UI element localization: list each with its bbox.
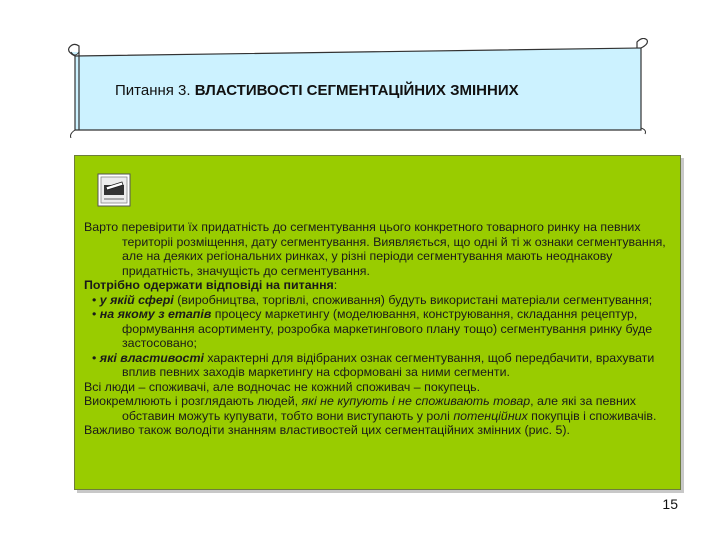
potential-text-a: Виокремлюють і розглядають людей, [84, 394, 302, 408]
bullet-marker: • [92, 307, 100, 321]
list-item [84, 293, 674, 308]
paragraph-check-suitability: Варто перевірити їх придатність до сегментування цього конкретного товарного ринку на певних територіі розміщення, дату сегментування. Виявляється, що одні й ті ж ознаки сегментування, але на деяких регіональних ринках, у різні періоди сегментування мають неоднакову придатність, значущість до сегментування. [84, 220, 666, 278]
questions-intro-tail: : [333, 278, 338, 292]
bullet-marker: • [92, 292, 100, 307]
potential-text-b: , але які за певних обставин можуть купувати, тобто вони виступають у ролі [122, 394, 636, 423]
bullet-text: процесу маркетингу (моделювання, конструювання, складання рецептур, формування асортименту, розробка маркетингового плану тощо) сегментування ринку буде застосовано; [122, 307, 653, 350]
paragraph-knowledge: Важливо також володіти знанням властивостей цих сегментаційних змінних (рис. 5). [84, 423, 571, 437]
title-scroll-banner [63, 38, 653, 138]
bullet-marker: • [92, 350, 100, 365]
potential-emphasis: які не купують і не споживають товар [301, 394, 531, 408]
paragraph-potential-buyers [84, 394, 674, 423]
bullet-text: (виробництва, торгівлі, споживання) будуть використані матеріали сегментування; [173, 292, 653, 307]
potential-text-c: покупців і споживачів. [527, 408, 657, 423]
bullet-emphasis: які властивості [99, 350, 204, 365]
list-item [84, 351, 674, 380]
paragraph-consumers: Всі люди – споживачі, але водночас не кожний споживач – покупець. [84, 379, 481, 394]
potential-emphasis-2: потенційних [453, 408, 528, 423]
page-title [115, 82, 519, 99]
title-prefix: Питання 3. [115, 82, 195, 99]
bullet-emphasis: на якому з етапів [99, 307, 212, 321]
questions-intro-bold: Потрібно одержати відповіді на питання [84, 278, 334, 292]
list-item [84, 307, 674, 351]
bullet-emphasis: у якій сфері [99, 292, 174, 307]
page-number: 15 [662, 496, 678, 512]
title-main: ВЛАСТИВОСТІ СЕГМЕНТАЦІЙНИХ ЗМІННИХ [194, 82, 519, 99]
paragraph-questions-intro [84, 278, 674, 293]
body-text [84, 220, 674, 438]
document-icon [97, 173, 131, 207]
bullet-text: характерні для відібраних ознак сегментування, щоб передбачити, врахувати вплив певних заходів маркетингу на сформовані за ними сегменти. [122, 350, 655, 379]
